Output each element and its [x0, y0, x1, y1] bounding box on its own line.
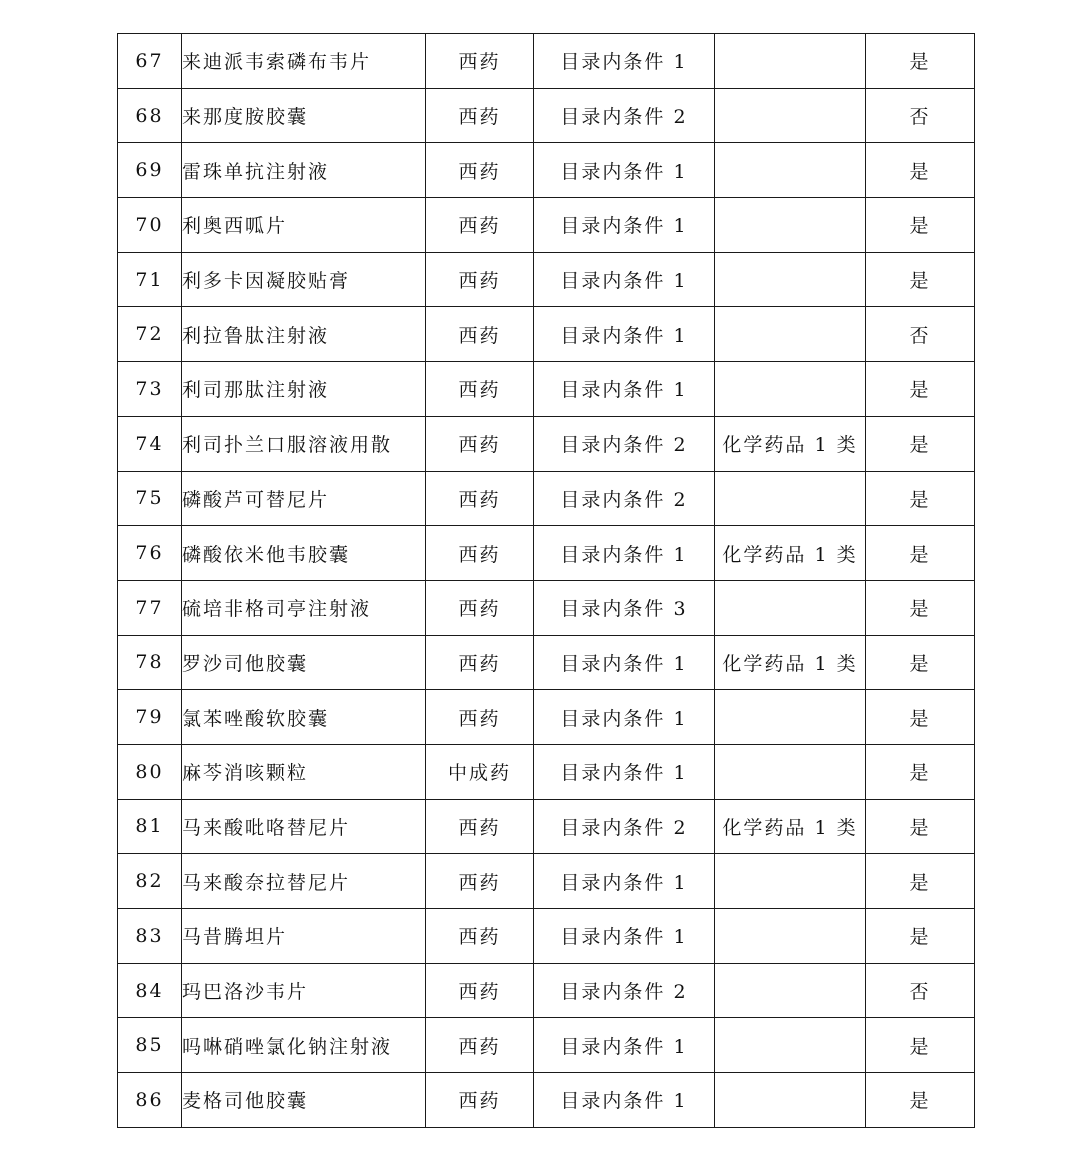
- table-row: [118, 635, 975, 690]
- category-cell: 化学药品 1 类: [715, 635, 866, 690]
- table-row: [118, 909, 975, 964]
- drug-name-cell: 氯苯唑酸软胶囊: [182, 690, 426, 745]
- drug-type-cell: 西药: [426, 198, 534, 253]
- condition-cell: 目录内条件 2: [534, 88, 715, 143]
- condition-cell: 目录内条件 2: [534, 471, 715, 526]
- category-cell: [715, 471, 866, 526]
- row-number-cell: 77: [118, 580, 182, 635]
- drug-name-cell: 磷酸芦可替尼片: [182, 471, 426, 526]
- flag-cell: 否: [866, 88, 975, 143]
- category-cell: [715, 1073, 866, 1128]
- flag-cell: 是: [866, 1018, 975, 1073]
- drug-name-cell: 麻芩消咳颗粒: [182, 744, 426, 799]
- drug-name-cell: 玛巴洛沙韦片: [182, 963, 426, 1018]
- flag-cell: 是: [866, 909, 975, 964]
- drug-type-cell: 西药: [426, 580, 534, 635]
- condition-cell: 目录内条件 1: [534, 143, 715, 198]
- category-cell: [715, 307, 866, 362]
- row-number-cell: 69: [118, 143, 182, 198]
- table-row: [118, 88, 975, 143]
- flag-cell: 否: [866, 307, 975, 362]
- condition-cell: 目录内条件 1: [534, 1018, 715, 1073]
- table-row: [118, 580, 975, 635]
- row-number-cell: 67: [118, 34, 182, 89]
- drug-name-cell: 利拉鲁肽注射液: [182, 307, 426, 362]
- drug-type-cell: 西药: [426, 471, 534, 526]
- flag-cell: 是: [866, 799, 975, 854]
- flag-cell: 是: [866, 580, 975, 635]
- table-row: [118, 690, 975, 745]
- drug-name-cell: 罗沙司他胶囊: [182, 635, 426, 690]
- drug-type-cell: 西药: [426, 34, 534, 89]
- condition-cell: 目录内条件 1: [534, 198, 715, 253]
- drug-name-cell: 来迪派韦索磷布韦片: [182, 34, 426, 89]
- category-cell: 化学药品 1 类: [715, 799, 866, 854]
- table-row: [118, 471, 975, 526]
- row-number-cell: 83: [118, 909, 182, 964]
- table-row: [118, 362, 975, 417]
- table-row: [118, 252, 975, 307]
- flag-cell: 是: [866, 854, 975, 909]
- drug-name-cell: 来那度胺胶囊: [182, 88, 426, 143]
- condition-cell: 目录内条件 1: [534, 34, 715, 89]
- drug-name-cell: 雷珠单抗注射液: [182, 143, 426, 198]
- condition-cell: 目录内条件 1: [534, 362, 715, 417]
- category-cell: [715, 143, 866, 198]
- row-number-cell: 75: [118, 471, 182, 526]
- drug-list-table: [117, 33, 975, 1128]
- flag-cell: 是: [866, 1073, 975, 1128]
- drug-name-cell: 马来酸吡咯替尼片: [182, 799, 426, 854]
- table-row: [118, 1018, 975, 1073]
- category-cell: [715, 88, 866, 143]
- condition-cell: 目录内条件 1: [534, 1073, 715, 1128]
- drug-name-cell: 利奥西呱片: [182, 198, 426, 253]
- category-cell: 化学药品 1 类: [715, 526, 866, 581]
- table-row: [118, 963, 975, 1018]
- condition-cell: 目录内条件 2: [534, 416, 715, 471]
- row-number-cell: 82: [118, 854, 182, 909]
- drug-name-cell: 利司那肽注射液: [182, 362, 426, 417]
- flag-cell: 是: [866, 690, 975, 745]
- table-row: [118, 854, 975, 909]
- row-number-cell: 68: [118, 88, 182, 143]
- condition-cell: 目录内条件 1: [534, 909, 715, 964]
- table-body: [118, 34, 975, 1128]
- drug-name-cell: 马来酸奈拉替尼片: [182, 854, 426, 909]
- condition-cell: 目录内条件 1: [534, 744, 715, 799]
- row-number-cell: 81: [118, 799, 182, 854]
- drug-type-cell: 西药: [426, 307, 534, 362]
- flag-cell: 是: [866, 635, 975, 690]
- drug-type-cell: 西药: [426, 963, 534, 1018]
- drug-type-cell: 西药: [426, 1073, 534, 1128]
- table-row: [118, 34, 975, 89]
- drug-type-cell: 西药: [426, 362, 534, 417]
- table-row: [118, 416, 975, 471]
- row-number-cell: 78: [118, 635, 182, 690]
- flag-cell: 是: [866, 471, 975, 526]
- category-cell: [715, 854, 866, 909]
- table-row: [118, 799, 975, 854]
- flag-cell: 是: [866, 416, 975, 471]
- category-cell: 化学药品 1 类: [715, 416, 866, 471]
- table-row: [118, 526, 975, 581]
- category-cell: [715, 744, 866, 799]
- row-number-cell: 80: [118, 744, 182, 799]
- category-cell: [715, 252, 866, 307]
- row-number-cell: 79: [118, 690, 182, 745]
- row-number-cell: 84: [118, 963, 182, 1018]
- flag-cell: 是: [866, 34, 975, 89]
- flag-cell: 是: [866, 744, 975, 799]
- drug-type-cell: 西药: [426, 88, 534, 143]
- table-row: [118, 307, 975, 362]
- drug-type-cell: 西药: [426, 526, 534, 581]
- flag-cell: 否: [866, 963, 975, 1018]
- drug-type-cell: 西药: [426, 909, 534, 964]
- category-cell: [715, 362, 866, 417]
- condition-cell: 目录内条件 2: [534, 799, 715, 854]
- row-number-cell: 72: [118, 307, 182, 362]
- drug-name-cell: 麦格司他胶囊: [182, 1073, 426, 1128]
- flag-cell: 是: [866, 143, 975, 198]
- table-row: [118, 1073, 975, 1128]
- flag-cell: 是: [866, 252, 975, 307]
- table-row: [118, 198, 975, 253]
- category-cell: [715, 198, 866, 253]
- flag-cell: 是: [866, 526, 975, 581]
- row-number-cell: 85: [118, 1018, 182, 1073]
- flag-cell: 是: [866, 198, 975, 253]
- condition-cell: 目录内条件 1: [534, 252, 715, 307]
- category-cell: [715, 1018, 866, 1073]
- drug-name-cell: 利多卡因凝胶贴膏: [182, 252, 426, 307]
- condition-cell: 目录内条件 3: [534, 580, 715, 635]
- category-cell: [715, 963, 866, 1018]
- drug-name-cell: 硫培非格司亭注射液: [182, 580, 426, 635]
- drug-name-cell: 磷酸依米他韦胶囊: [182, 526, 426, 581]
- row-number-cell: 76: [118, 526, 182, 581]
- drug-name-cell: 马昔腾坦片: [182, 909, 426, 964]
- drug-type-cell: 西药: [426, 635, 534, 690]
- row-number-cell: 86: [118, 1073, 182, 1128]
- row-number-cell: 74: [118, 416, 182, 471]
- drug-type-cell: 中成药: [426, 744, 534, 799]
- category-cell: [715, 580, 866, 635]
- table-row: [118, 143, 975, 198]
- condition-cell: 目录内条件 1: [534, 526, 715, 581]
- condition-cell: 目录内条件 2: [534, 963, 715, 1018]
- drug-type-cell: 西药: [426, 854, 534, 909]
- condition-cell: 目录内条件 1: [534, 854, 715, 909]
- category-cell: [715, 909, 866, 964]
- condition-cell: 目录内条件 1: [534, 635, 715, 690]
- drug-name-cell: 利司扑兰口服溶液用散: [182, 416, 426, 471]
- condition-cell: 目录内条件 1: [534, 690, 715, 745]
- row-number-cell: 71: [118, 252, 182, 307]
- drug-type-cell: 西药: [426, 799, 534, 854]
- drug-type-cell: 西药: [426, 690, 534, 745]
- row-number-cell: 70: [118, 198, 182, 253]
- table-row: [118, 744, 975, 799]
- drug-type-cell: 西药: [426, 1018, 534, 1073]
- condition-cell: 目录内条件 1: [534, 307, 715, 362]
- drug-type-cell: 西药: [426, 143, 534, 198]
- category-cell: [715, 34, 866, 89]
- category-cell: [715, 690, 866, 745]
- row-number-cell: 73: [118, 362, 182, 417]
- drug-name-cell: 吗啉硝唑氯化钠注射液: [182, 1018, 426, 1073]
- flag-cell: 是: [866, 362, 975, 417]
- drug-type-cell: 西药: [426, 416, 534, 471]
- drug-type-cell: 西药: [426, 252, 534, 307]
